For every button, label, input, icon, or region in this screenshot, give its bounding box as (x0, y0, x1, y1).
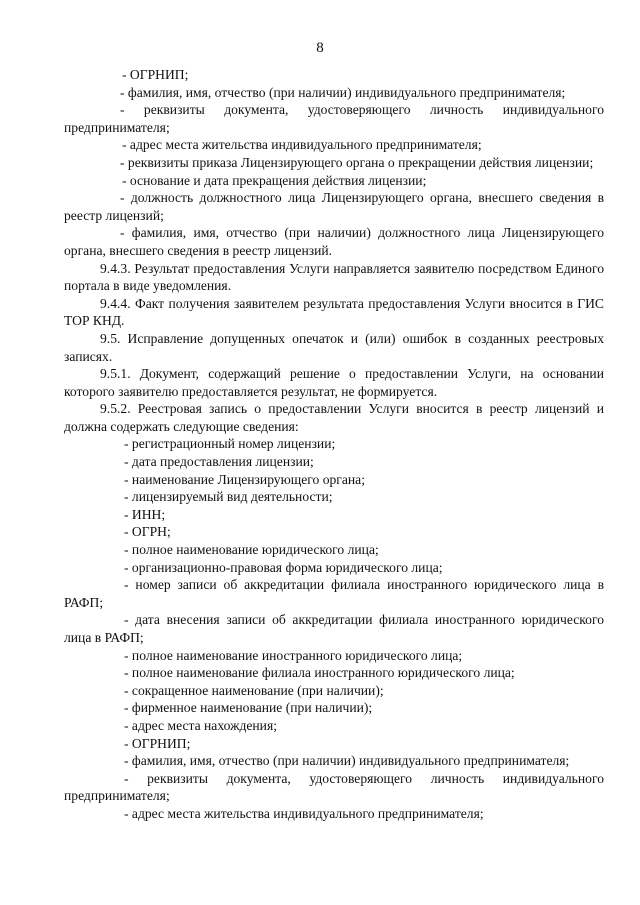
list-item: - ОГРНИП; (124, 735, 191, 751)
list-item: - реквизиты приказа Лицензирующего органа о прекращении действия лицензии; (120, 154, 594, 170)
list-item: - полное наименование филиала иностранного юридического лица; (124, 665, 515, 681)
list-item: - ОГРН; (124, 524, 171, 540)
paragraph-9-4-4: 9.4.4. Факт получения заявителем результата предоставления Услуги вносится в ГИС ТОР КНД. (64, 295, 604, 329)
page-content (64, 66, 604, 823)
list-item: - фамилия, имя, отчество (при наличии) индивидуального предпринимателя; (124, 753, 570, 769)
list-item: - фамилия, имя, отчество (при наличии) индивидуального предпринимателя; (120, 84, 566, 100)
list-item: - дата внесения записи об аккредитации филиала иностранного юридического лица в РАФП; (64, 612, 604, 645)
list-item: - наименование Лицензирующего органа; (124, 471, 365, 487)
list-item: - ОГРНИП; (122, 67, 189, 82)
list-item: - полное наименование юридического лица; (124, 542, 379, 558)
list-item: - номер записи об аккредитации филиала иностранного юридического лица в РАФП; (64, 577, 604, 610)
list-item: - основание и дата прекращения действия лицензии; (122, 172, 427, 188)
list-item: - фамилия, имя, отчество (при наличии) должностного лица Лицензирующего органа, внесшего сведения в реестр лицензий. (64, 225, 604, 258)
paragraph-9-5-1: 9.5.1. Документ, содержащий решение о предоставлении Услуги, на основании которого заявителю предоставляется результат, не формируется. (64, 366, 604, 399)
paragraph-9-4-3: 9.4.3. Результат предоставления Услуги направляется заявителю посредством Единого портала в виде уведомления. (64, 260, 604, 294)
list-item: - фирменное наименование (при наличии); (124, 700, 373, 716)
list-item: - лицензируемый вид деятельности; (124, 489, 333, 505)
list-item: - адрес места жительства индивидуального предпринимателя; (122, 137, 482, 153)
list-item: - реквизиты документа, удостоверяющего личность индивидуального предпринимателя; (64, 102, 604, 135)
list-item: - дата предоставления лицензии; (124, 454, 314, 470)
list-item: - реквизиты документа, удостоверяющего личность индивидуального предпринимателя; (64, 770, 604, 804)
page-number: 8 (316, 40, 324, 56)
paragraph-9-5-2: 9.5.2. Реестровая запись о предоставлении Услуги вносится в реестр лицензий и должна содержать следующие сведения: (64, 401, 604, 434)
list-item: - организационно-правовая форма юридического лица; (124, 559, 443, 575)
list-item: - должность должностного лица Лицензирующего органа, внесшего сведения в реестр лицензий; (64, 190, 604, 223)
list-item: - полное наименование иностранного юридического лица; (124, 647, 463, 663)
list-item: - адрес места жительства индивидуального предпринимателя; (124, 805, 484, 821)
list-item: - регистрационный номер лицензии; (124, 436, 336, 452)
list-item: - адрес места нахождения; (124, 717, 277, 733)
paragraph-9-5: 9.5. Исправление допущенных опечаток и (или) ошибок в созданных реестровых записях. (64, 330, 604, 364)
list-item: - сокращенное наименование (при наличии); (124, 682, 384, 698)
list-item: - ИНН; (124, 506, 166, 522)
